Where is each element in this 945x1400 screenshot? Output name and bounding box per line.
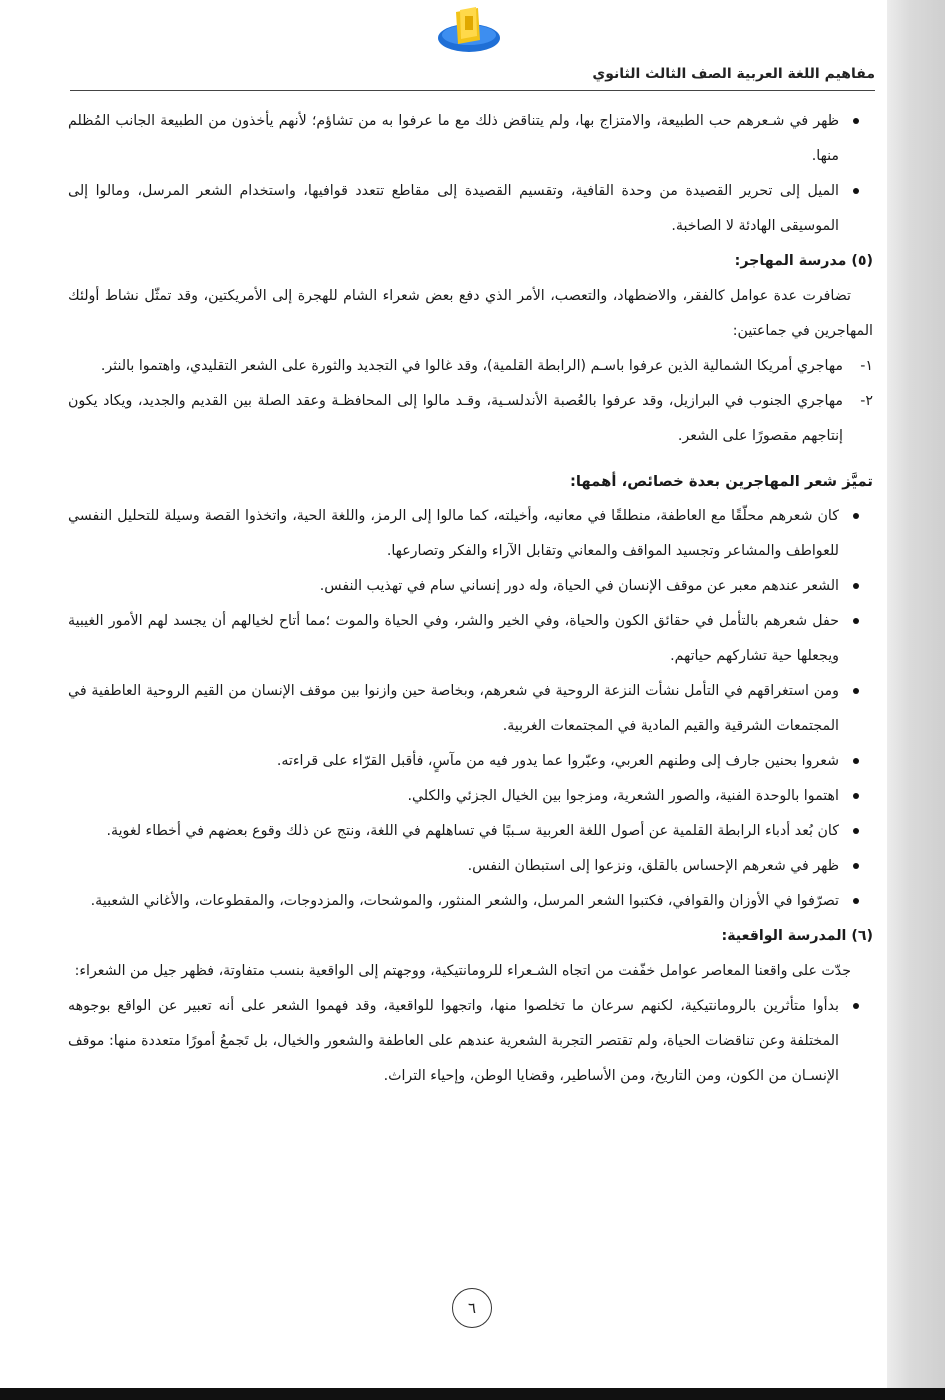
list-item: ظهر في شعرهم الإحساس بالقلق، ونزعوا إلى استبطان النفس. <box>68 849 873 884</box>
bullet-icon <box>853 793 859 799</box>
page-body <box>68 104 873 1094</box>
features-heading: تميَّز شعر المهاجرين بعدة خصائص، أهمها: <box>569 473 873 490</box>
bullet-icon <box>853 513 859 519</box>
section-heading-mahjar: (٥) مدرسة المهاجر: <box>734 253 873 269</box>
bullet-icon <box>853 118 859 124</box>
list-item: حفل شعرهم بالتأمل في حقائق الكون والحياة، وفي الخير والشر، وفي الحياة والموت ؛مما أتاح لخيالهم أن يجسد لهم الأمور الغيبية ويجعلها حية تشاركهم حياتهم. <box>68 604 873 674</box>
list-item: كان بُعد أدباء الرابطة القلمية عن أصول اللغة العربية سـببًا في تساهلهم في اللغة، ونتج عن ذلك وقوع بعضهم في أخطاء لغوية. <box>68 814 873 849</box>
features-bullet-list <box>68 499 873 919</box>
bullet-icon <box>853 583 859 589</box>
list-item: ومن استغراقهم في التأمل نشأت النزعة الروحية في شعرهم، وبخاصة حين وازنوا بين موقف الإنسان من القيم الروحية العاطفية في المجتمعات الشرقية والقيم المادية في المجتمعات الغربية. <box>68 674 873 744</box>
list-item: اهتموا بالوحدة الفنية، والصور الشعرية، ومزجوا بين الخيال الجزئي والكلي. <box>68 779 873 814</box>
list-item: تصرّفوا في الأوزان والقوافي، فكتبوا الشعر المرسل، والشعر المنثور، والموشحات، والمزدوجات، والمقطوعات، والأغاني الشعبية. <box>68 884 873 919</box>
list-item: ظهر في شـعرهم حب الطبيعة، والامتزاج بها، ولم يتناقض ذلك مع ما عرفوا به من تشاؤم؛ لأنهم يأخذون من الطبيعة الجانب المُظلم منها. <box>68 104 873 174</box>
list-item: ١- مهاجري أمريكا الشمالية الذين عرفوا باسـم (الرابطة القلمية)، وقد غالوا في التجديد والثورة على الشعر التقليدي، واهتموا بالنثر. <box>100 358 873 374</box>
book-folder-icon <box>436 6 502 54</box>
bullet-icon <box>853 898 859 904</box>
bullet-icon <box>853 758 859 764</box>
bullet-icon <box>853 688 859 694</box>
bullet-icon <box>853 863 859 869</box>
bullet-icon <box>853 828 859 834</box>
section-heading-realism: (٦) المدرسة الواقعية: <box>721 928 873 944</box>
list-item: بدأوا متأثرين بالرومانتيكية، لكنهم سرعان ما تخلصوا منها، واتجهوا للواقعية، وقد فهموا الشعر على أنه تعبير عن الواقع بوجوهه المختلفة وعن تناقضات الحياة، ولم تقتصر التجربة الشعرية عندهم على العاطفة والشعور والخيال، بل تَجمعُ أمورًا متعددة منها: موقف الإنسـان من الكون، ومن التاريخ، ومن الأساطير، وقضايا الوطن، وإحياء التراث. <box>68 989 873 1094</box>
header-divider <box>70 90 875 91</box>
list-item: شعروا بحنين جارف إلى وطنهم العربي، وعبّروا عما يدور فيه من مآسٍ، فأقبل القرّاء على قراءته. <box>68 744 873 779</box>
spacer <box>68 454 873 464</box>
bullet-icon <box>853 188 859 194</box>
page-number: ٦ <box>452 1288 492 1328</box>
section-intro-paragraph: جدّت على واقعنا المعاصر عوامل خفّفت من اتجاه الشـعراء للرومانتيكية، ووجهتم إلى الواقعية بنسب متفاوتة، فظهر جيل من الشعراء: <box>74 963 851 979</box>
section-intro-paragraph: تضافرت عدة عوامل كالفقر، والاضطهاد، والتعصب، الأمر الذي دفع بعض شعراء الشام للهجرة إلى الأمريكتين، وقد تمثّل نشاط أولئك المهاجرين في جماعتين: <box>68 288 873 339</box>
bottom-border <box>0 1388 945 1400</box>
page-edge-shadow <box>887 0 945 1400</box>
list-item: ٢- مهاجري الجنوب في البرازيل، وقد عرفوا بالعُصبة الأندلسـية، وقـد مالوا إلى المحافظـة وعقد الصلة بين القديم والجديد، ويكاد يكون إنتاجهم مقصورًا على الشعر. <box>68 393 873 444</box>
list-item: الميل إلى تحرير القصيدة من وحدة القافية، وتقسيم القصيدة إلى مقاطع تتعدد قوافيها، واستخدام الشعر المرسل، ومالوا إلى الموسيقى الهادئة لا الصاخبة. <box>68 174 873 244</box>
book-header-title: مفاهيم اللغة العربية الصف الثالث الثانوي <box>592 66 875 82</box>
list-item: الشعر عندهم معبر عن موقف الإنسان في الحياة، وله دور إنساني سام في تهذيب النفس. <box>68 569 873 604</box>
bullet-icon <box>853 618 859 624</box>
intro-bullet-list <box>68 104 873 244</box>
realism-bullet-list <box>68 989 873 1094</box>
bullet-icon <box>853 1003 859 1009</box>
list-item: كان شعرهم محلّقًا مع العاطفة، منطلقًا في معانيه، وأخيلته، كما مالوا إلى الرمز، واللغة الحية، واتخذوا القصة وسيلة للتحليل النفسي للعواطف والمشاعر وتجسيد المواقف والمعاني وتقابل الآراء والفكر وتصارعها. <box>68 499 873 569</box>
groups-numbered-list <box>68 349 873 454</box>
